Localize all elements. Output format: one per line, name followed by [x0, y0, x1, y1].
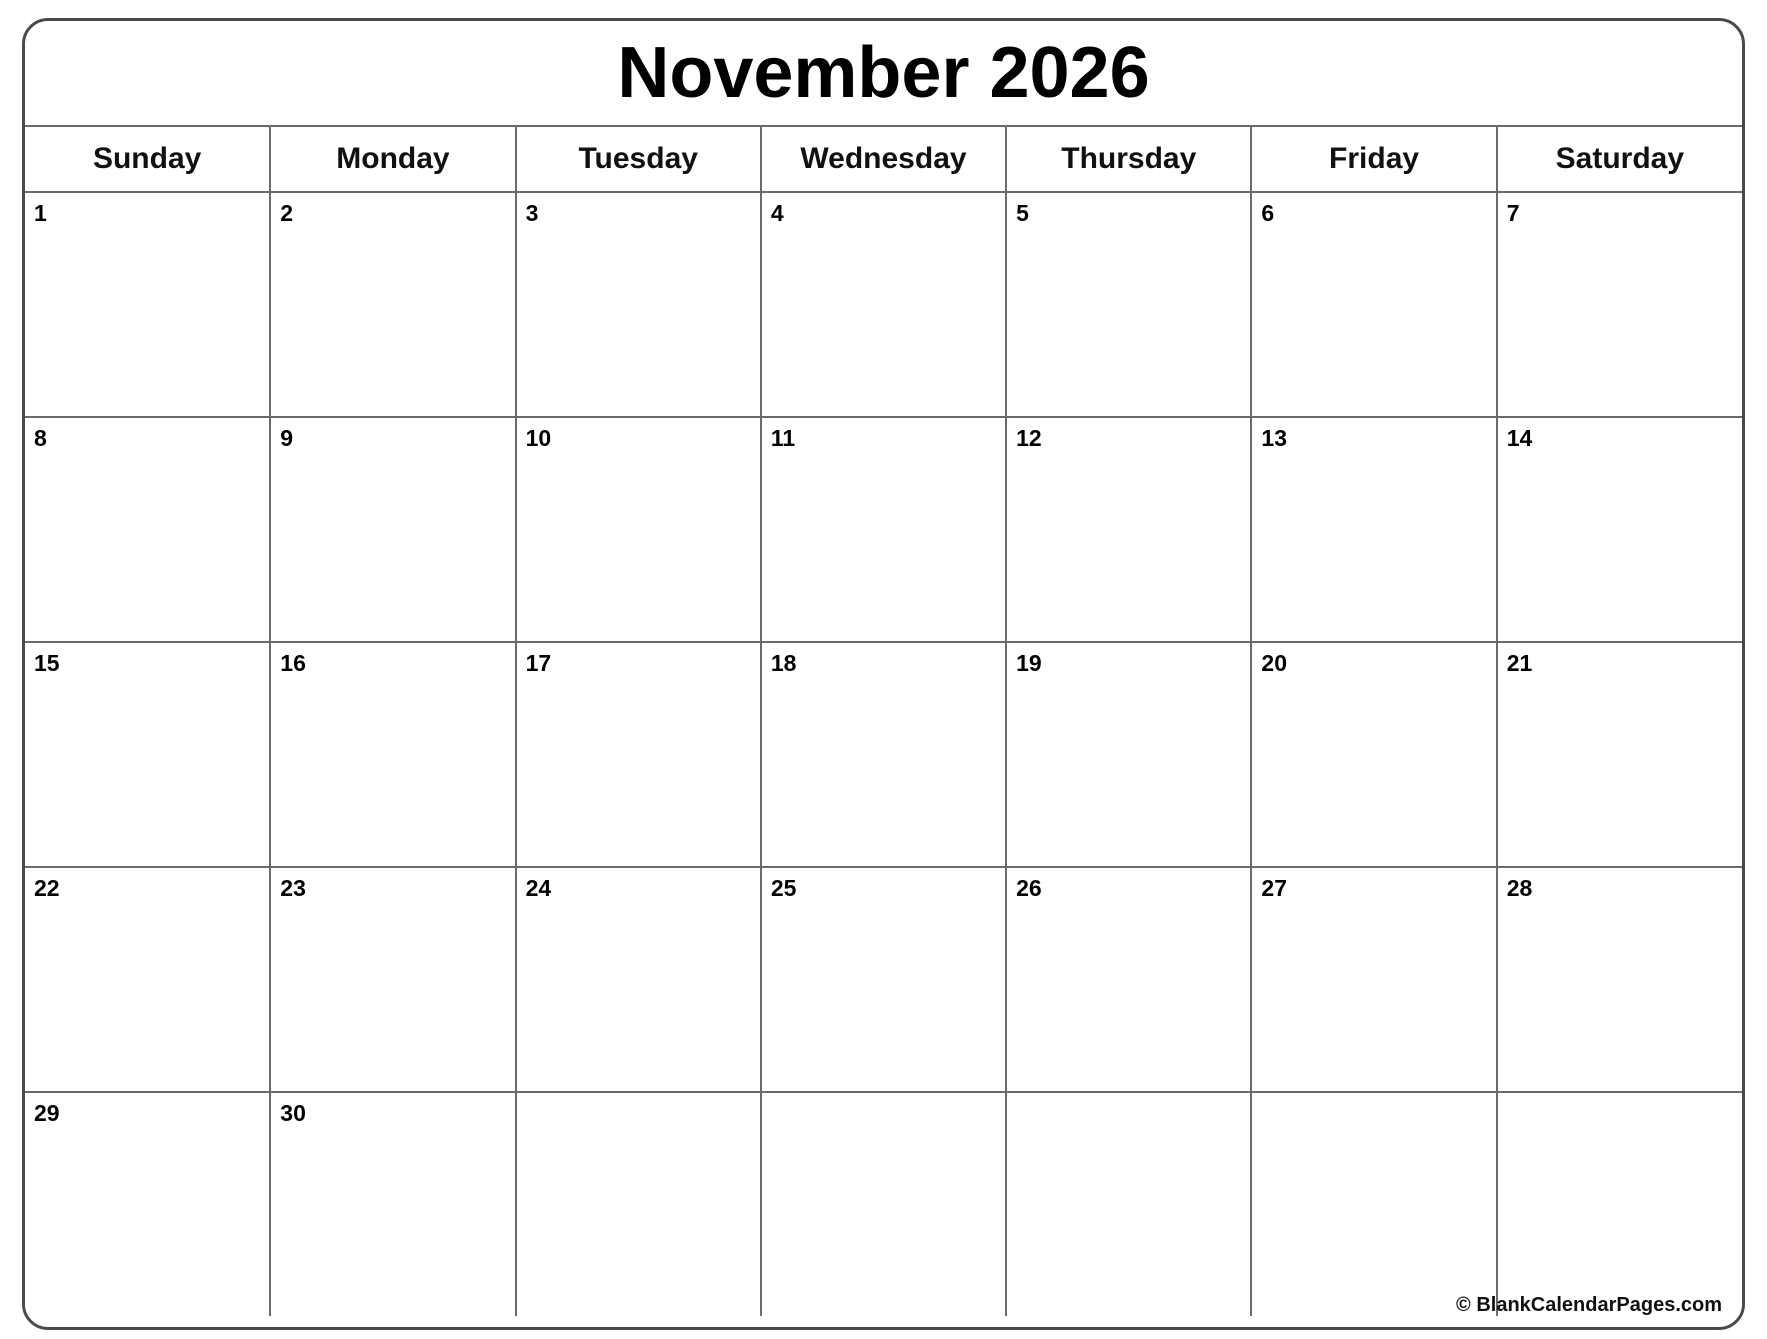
weekday-header-monday: Monday — [270, 126, 515, 192]
day-number: 6 — [1261, 200, 1275, 226]
day-number: 4 — [770, 200, 784, 226]
calendar-day-cell[interactable] — [761, 192, 1006, 417]
calendar-day-cell[interactable] — [1251, 417, 1496, 642]
calendar-day-cell[interactable] — [1251, 642, 1496, 867]
calendar-day-cell[interactable] — [1497, 642, 1742, 867]
day-number: 29 — [34, 1100, 60, 1126]
calendar-day-cell[interactable] — [270, 1092, 515, 1316]
weekday-header-thursday: Thursday — [1006, 126, 1251, 192]
day-number: 10 — [525, 425, 552, 451]
calendar-day-cell[interactable] — [25, 1092, 270, 1316]
day-number — [517, 1093, 760, 1102]
calendar-day-cell[interactable] — [1251, 192, 1496, 417]
calendar-day-cell[interactable] — [1006, 417, 1251, 642]
weekday-header-sunday: Sunday — [25, 126, 270, 192]
day-number: 3 — [525, 200, 539, 226]
calendar-day-cell[interactable] — [270, 417, 515, 642]
calendar-day-cell[interactable] — [270, 642, 515, 867]
calendar-day-cell[interactable] — [761, 642, 1006, 867]
weekday-header-row — [25, 126, 1742, 192]
day-number: 21 — [1506, 650, 1533, 676]
day-number: 24 — [525, 875, 552, 901]
day-number — [762, 1093, 1005, 1102]
day-number: 23 — [280, 875, 306, 901]
day-number: 8 — [34, 425, 47, 451]
weekday-header-saturday: Saturday — [1497, 126, 1742, 192]
day-number: 2 — [280, 200, 294, 226]
day-number: 1 — [34, 200, 47, 226]
calendar-grid — [25, 125, 1742, 1316]
day-number: 30 — [280, 1100, 306, 1126]
calendar-day-cell[interactable] — [1006, 1092, 1251, 1316]
day-number: 19 — [1016, 650, 1042, 676]
calendar-day-cell[interactable] — [516, 417, 761, 642]
day-number: 20 — [1261, 650, 1287, 676]
calendar-week-row — [25, 192, 1742, 417]
calendar-day-cell[interactable] — [25, 192, 270, 417]
calendar-day-cell[interactable] — [761, 867, 1006, 1092]
day-number: 15 — [34, 650, 60, 676]
day-number: 9 — [280, 425, 294, 451]
day-number: 5 — [1016, 200, 1029, 226]
calendar-day-cell[interactable] — [25, 417, 270, 642]
calendar-day-cell[interactable] — [1251, 1092, 1496, 1316]
day-number: 16 — [280, 650, 306, 676]
calendar-day-cell[interactable] — [516, 192, 761, 417]
calendar-day-cell[interactable] — [761, 1092, 1006, 1316]
calendar-day-cell[interactable] — [270, 192, 515, 417]
calendar-day-cell[interactable] — [1497, 1092, 1742, 1316]
calendar-day-cell[interactable] — [1497, 867, 1742, 1092]
day-number: 22 — [34, 875, 60, 901]
calendar-day-cell[interactable] — [1006, 867, 1251, 1092]
day-number: 13 — [1261, 425, 1287, 451]
calendar-container — [22, 18, 1745, 1330]
day-number — [1252, 1093, 1495, 1102]
calendar-day-cell[interactable] — [1006, 642, 1251, 867]
day-number: 26 — [1016, 875, 1042, 901]
calendar-day-cell[interactable] — [516, 642, 761, 867]
calendar-day-cell[interactable] — [1251, 867, 1496, 1092]
day-number: 11 — [770, 425, 796, 451]
day-number: 14 — [1506, 425, 1533, 451]
weekday-header-wednesday: Wednesday — [761, 126, 1006, 192]
calendar-day-cell[interactable] — [270, 867, 515, 1092]
day-number: 27 — [1261, 875, 1287, 901]
calendar-day-cell[interactable] — [25, 642, 270, 867]
weekday-header-friday: Friday — [1251, 126, 1496, 192]
weekday-header-tuesday: Tuesday — [516, 126, 761, 192]
calendar-day-cell[interactable] — [516, 867, 761, 1092]
day-number — [1498, 1093, 1742, 1102]
calendar-day-cell[interactable] — [516, 1092, 761, 1316]
calendar-day-cell[interactable] — [1006, 192, 1251, 417]
calendar-week-row — [25, 867, 1742, 1092]
calendar-day-cell[interactable] — [1497, 192, 1742, 417]
day-number: 28 — [1506, 875, 1533, 901]
calendar-week-row — [25, 1092, 1742, 1316]
site-credit: © BlankCalendarPages.com — [1456, 1294, 1722, 1316]
day-number: 12 — [1016, 425, 1042, 451]
day-number: 18 — [770, 650, 797, 676]
day-number: 25 — [770, 875, 797, 901]
day-number — [1007, 1093, 1250, 1102]
calendar-day-cell[interactable] — [1497, 417, 1742, 642]
calendar-week-row — [25, 642, 1742, 867]
calendar-week-row — [25, 417, 1742, 642]
calendar-day-cell[interactable] — [761, 417, 1006, 642]
calendar-day-cell[interactable] — [25, 867, 270, 1092]
day-number: 7 — [1506, 200, 1520, 226]
page-title: November 2026 — [617, 33, 1150, 113]
day-number: 17 — [525, 650, 552, 676]
